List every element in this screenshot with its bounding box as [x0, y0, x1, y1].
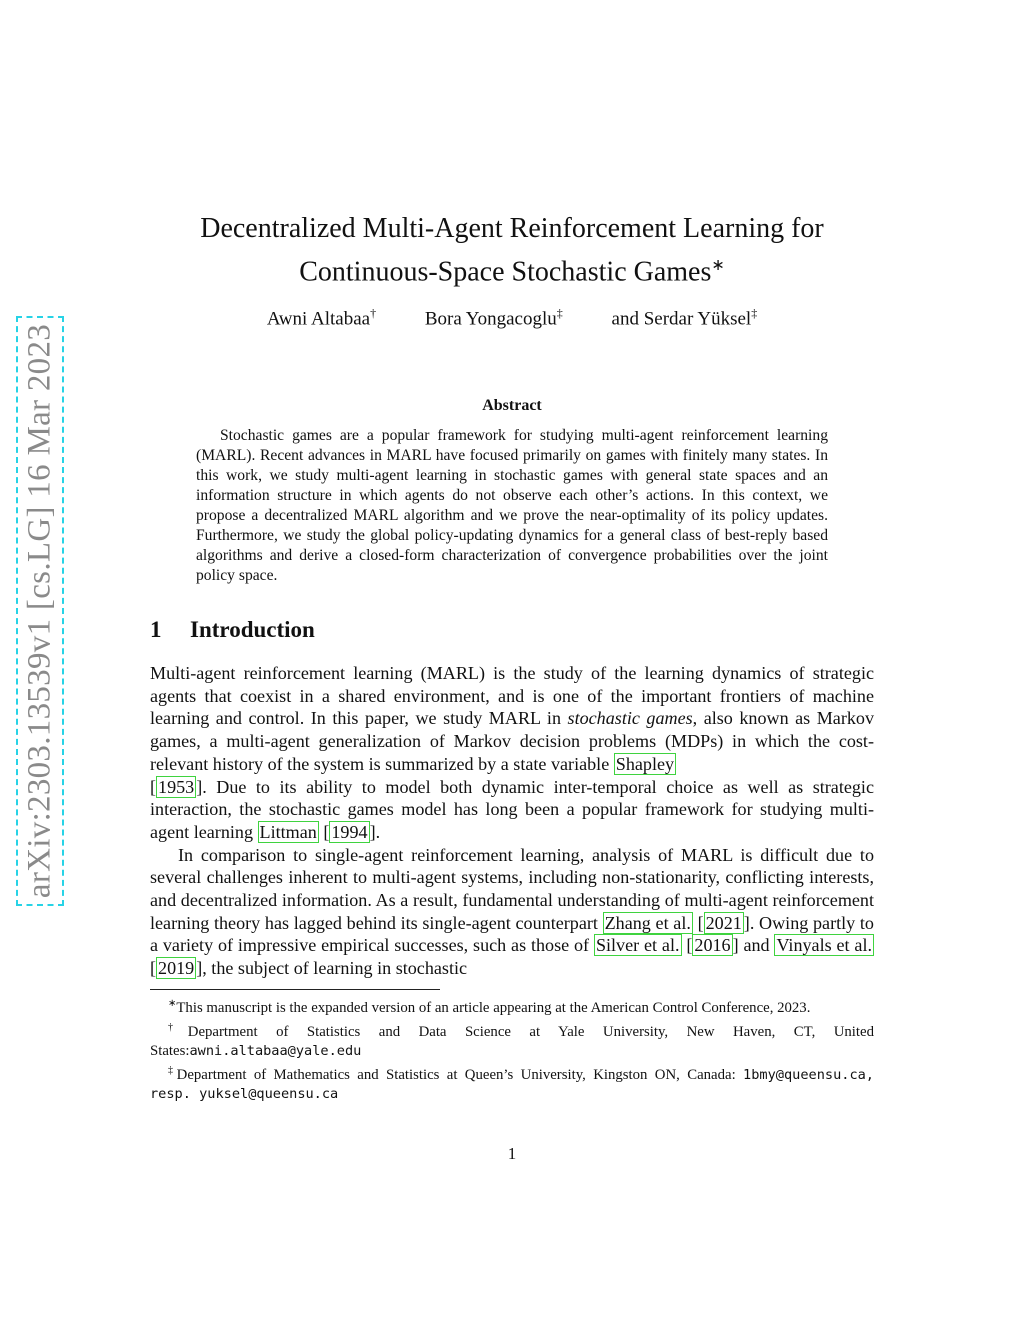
title-footnote-mark: ∗	[711, 257, 725, 274]
title-line-1: Decentralized Multi-Agent Reinforcement Learning for	[200, 213, 824, 244]
citation-year-link-2019[interactable]: 2019	[158, 958, 195, 979]
footnote-3: ‡Department of Mathematics and Statistics at Queen’s University, Kingston ON, Canada: 1bmy@queensu.ca, resp. yuksel@queensu.ca	[150, 1064, 874, 1102]
paragraph-1: Multi-agent reinforcement learning (MARL) is the study of the learning dynamics of strategic agents that coexist in a shared environment, and is one of the important frontiers of machine learning and control. In this paper, we study MARL in stochastic games, also known as Markov games, a multi-agent generalization of Markov decision problems (MDPs) in which the cost-relevant history of the system is summarized by a state variable Shapley [ 1953 ]. Due to its ability to model both dynamic inter-temporal choice as well as strategic interaction, the stochastic games model has long been a popular framework for studying multi-agent learning Littman [ 1994 ].	[150, 663, 875, 842]
page-number: 1	[507, 1144, 517, 1163]
citation-year-link-2021[interactable]: 2021	[705, 912, 742, 933]
footnote-rule	[150, 989, 440, 990]
paragraph-2: In comparison to single-agent reinforcement learning, analysis of MARL is difficult due to several challenges inherent to multi-agent systems, including non-stationarity, conflicting interests, and decentralized information. As a result, fundamental understanding of multi-agent reinforcement learning theory has lagged behind its single-agent counterpart Zhang et al. [ 2021 ]. Owing partly to a variety of impressive empirical successes, such as those of Silver et al. [ 2016 ] and Vinyals et al. [ 2019 ], the subject of learning in stochastic	[150, 844, 874, 979]
introduction-body	[150, 662, 874, 980]
title-line-2: Continuous-Space Stochastic Games∗	[299, 256, 725, 288]
section-title: Introduction	[190, 617, 315, 642]
arxiv-identifier: arXiv:2303.13539v1 [cs.LG] 16 Mar 2023	[21, 323, 58, 899]
email-links-queensu[interactable]: 1bmy@queensu.ca, resp. yuksel@queensu.ca	[150, 1066, 874, 1102]
footnote-2: †Department of Statistics and Data Science at Yale University, New Haven, CT, United States:awni.altabaa@yale.edu	[150, 1021, 874, 1059]
citation-year-link-2016[interactable]: 2016	[694, 935, 731, 956]
abstract-text: Stochastic games are a popular framework for studying multi-agent reinforcement learning (MARL). Recent advances in MARL have focused primarily on games with finitely many states. In this work, we study multi-agent learning in stochastic games with general state spaces and an information structure in which agents do not observe each other’s actions. In this context, we propose a decentralized MARL algorithm and we prove the near-optimality of its policy updates. Furthermore, we study the global policy-updating dynamics for a general class of best-reply based algorithms and derive a closed-form characterization of convergence probabilities over the joint policy space.	[196, 427, 828, 584]
citation-year-link-1994[interactable]: 1994	[331, 821, 368, 842]
arxiv-side-stamp	[16, 316, 64, 906]
citation-link-vinyals[interactable]: Vinyals et al.	[776, 935, 872, 956]
email-link-altabaa[interactable]: awni.altabaa@yale.edu	[189, 1042, 362, 1059]
author-2: Bora Yongacoglu‡	[424, 306, 563, 330]
footnotes	[150, 994, 874, 1104]
citation-year-link-1953[interactable]: 1953	[158, 776, 195, 797]
author-1: Awni Altabaa†	[266, 306, 377, 330]
section-number: 1	[150, 617, 162, 642]
footnote-1: ∗This manuscript is the expanded version of an article appearing at the American Control Conference, 2023.	[168, 998, 811, 1016]
author-list	[150, 306, 874, 330]
citation-link-shapley[interactable]: Shapley	[615, 753, 675, 774]
citation-link-zhang[interactable]: Zhang et al.	[604, 912, 691, 933]
paper-title	[150, 210, 874, 290]
author-3: and Serdar Yüksel‡	[611, 306, 758, 330]
section-heading-introduction	[150, 617, 874, 643]
citation-link-littman[interactable]: Littman	[259, 821, 317, 842]
citation-link-silver[interactable]: Silver et al.	[595, 935, 680, 956]
abstract-heading: Abstract	[482, 397, 542, 414]
